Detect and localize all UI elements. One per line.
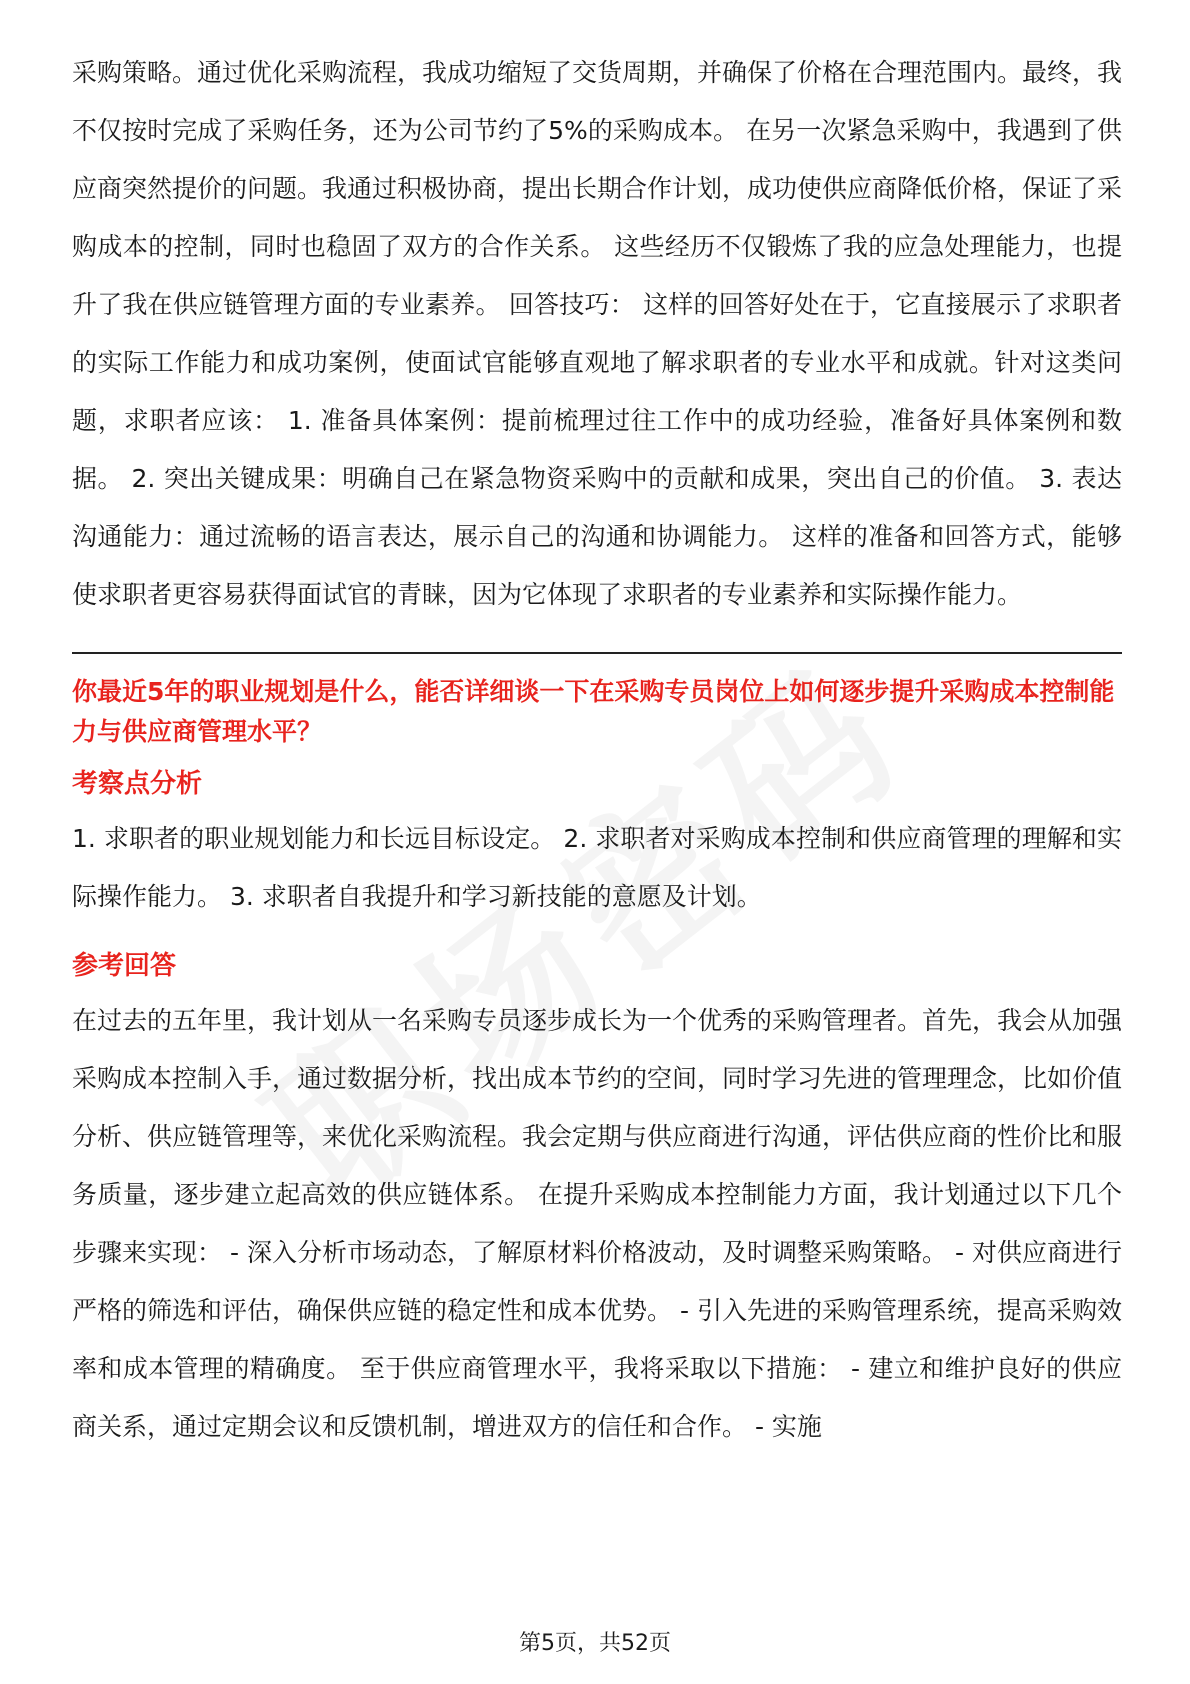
intro-paragraph: 采购策略。通过优化采购流程，我成功缩短了交货周期，并确保了价格在合理范围内。最终，我不仅按时完成了采购任务，还为公司节约了5%的采购成本。 在另一次紧急采购中，我遇到了供应商突然提价的问题。我通过积极协商，提出长期合作计划，成功使供应商降低价格，保证了采购成本的控制，同时也稳固了双方的合作关系。 这些经历不仅锻炼了我的应急处理能力，也提升了我在供应链管理方面的专业素养。 回答技巧： 这样的回答好处在于，它直接展示了求职者的实际工作能力和成功案例，使面试官能够直观地了解求职者的专业水平和成就。针对这类问题，求职者应该： 1. 准备具体案例：提前梳理过往工作中的成功经验，准备好具体案例和数据。 2. 突出关键成果：明确自己在紧急物资采购中的贡献和成果，突出自己的价值。 3. 表达沟通能力：通过流畅的语言表达，展示自己的沟通和协调能力。 这样的准备和回答方式，能够使求职者更容易获得面试官的青睐，因为它体现了求职者的专业素养和实际操作能力。	[72, 58, 1123, 609]
page-content	[72, 44, 1122, 1456]
page-number: 第5页，共52页	[519, 1631, 671, 1656]
question-title: 你最近5年的职业规划是什么，能否详细谈一下在采购专员岗位上如何逐步提升采购成本控制能力与供应商管理水平？	[72, 677, 1115, 746]
analysis-text: 1. 求职者的职业规划能力和长远目标设定。 2. 求职者对采购成本控制和供应商管理的理解和实际操作能力。 3. 求职者自我提升和学习新技能的意愿及计划。	[72, 824, 1122, 911]
section-divider	[72, 652, 1122, 654]
answer-heading: 参考回答	[72, 951, 177, 981]
answer-text: 在过去的五年里，我计划从一名采购专员逐步成长为一个优秀的采购管理者。首先，我会从加强采购成本控制入手，通过数据分析，找出成本节约的空间，同时学习先进的管理理念，比如价值分析、供应链管理等，来优化采购流程。我会定期与供应商进行沟通，评估供应商的性价比和服务质量，逐步建立起高效的供应链体系。 在提升采购成本控制能力方面，我计划通过以下几个步骤来实现： - 深入分析市场动态，了解原材料价格波动，及时调整采购策略。 - 对供应商进行严格的筛选和评估，确保供应链的稳定性和成本优势。 - 引入先进的采购管理系统，提高采购效率和成本管理的精确度。 至于供应商管理水平，我将采取以下措施： - 建立和维护良好的供应商关系，通过定期会议和反馈机制，增进双方的信任和合作。 - 实施	[72, 1006, 1123, 1441]
analysis-heading: 考察点分析	[72, 769, 203, 799]
